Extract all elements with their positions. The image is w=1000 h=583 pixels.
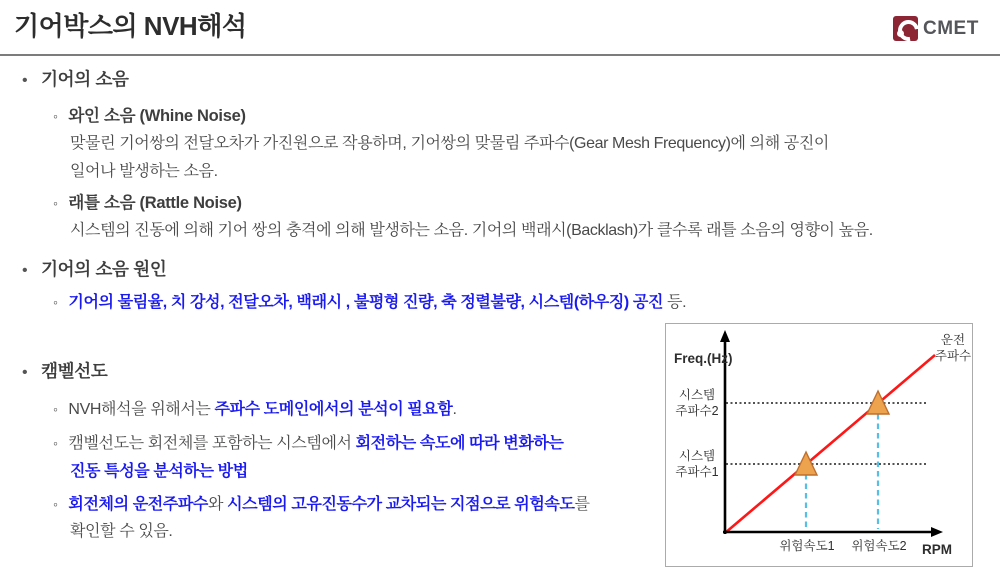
section-campbell-heading — [22, 358, 107, 383]
whine-noise-heading — [53, 102, 246, 126]
item3-mid: 와 — [207, 496, 228, 513]
system-freq2-label-line1: 시스템 — [678, 388, 716, 402]
x-axis-label: RPM — [922, 542, 952, 557]
item1-highlight: 주파수 도메인에서의 분석이 필요함 — [214, 401, 453, 418]
operating-freq-label-line2: 주파수 — [934, 349, 971, 363]
campbell-diagram-svg — [666, 324, 971, 565]
operating-freq-label-line1: 운전 — [940, 333, 966, 347]
bullet-icon: • — [22, 364, 28, 381]
bullet-icon: • — [22, 262, 28, 279]
item2-highlight: 회전하는 속도에 따라 변화하는 — [355, 435, 564, 452]
heading-text: 래틀 소음 (Rattle Noise) — [68, 194, 242, 212]
campbell-item-3-line1 — [53, 491, 590, 514]
whine-noise-desc-line2: 일어나 발생하는 소음. — [70, 163, 218, 180]
item1-pre: NVH해석을 위해서는 — [68, 401, 215, 418]
bullet-icon: ◦ — [53, 294, 58, 310]
logo-text: CMET — [923, 17, 979, 39]
system-freq2-label-line2: 주파수2 — [675, 404, 719, 418]
operating-frequency-line — [725, 355, 935, 533]
causes-tail: 등. — [663, 294, 687, 311]
heading-text: 기어의 소음 — [41, 69, 129, 89]
bullet-icon: ◦ — [53, 496, 58, 512]
logo-dot — [897, 30, 904, 37]
item2-pre: 캠벨선도는 회전체를 포함하는 시스템에서 — [68, 435, 356, 452]
critical-speed2-label: 위험속도2 — [851, 539, 907, 553]
heading-text: 캠벨선도 — [41, 361, 108, 381]
system-freq1-label-line2: 주파수1 — [675, 465, 719, 479]
x-axis-arrow — [931, 527, 943, 537]
item3-highlight1: 회전체의 운전주파수 — [68, 496, 208, 513]
y-axis-arrow — [720, 330, 730, 342]
page-title: 기어박스의 NVH해석 — [14, 11, 247, 41]
bullet-icon: ◦ — [53, 435, 58, 451]
rattle-noise-heading — [53, 189, 242, 213]
rattle-noise-desc: 시스템의 진동에 의해 기어 쌍의 충격에 의해 발생하는 소음. 기어의 백래시(Backlash)가 클수록 래틀 소음의 영향이 높음. — [70, 222, 873, 239]
campbell-item-3-line2: 확인할 수 있음. — [70, 523, 173, 540]
whine-noise-desc-line1: 맞물린 기어쌍의 전달오차가 가진원으로 작용하며, 기어쌍의 맞물림 주파수(Gear Mesh Frequency)에 의해 공진이 — [70, 135, 829, 152]
heading-text: 와인 소음 (Whine Noise) — [68, 107, 246, 125]
section-noise-causes-heading — [22, 256, 166, 281]
bullet-icon: ◦ — [53, 108, 58, 124]
y-axis-label: Freq.(Hz) — [674, 351, 733, 366]
system-freq1-label-line1: 시스템 — [678, 449, 716, 463]
item1-tail: . — [452, 401, 457, 418]
bullet-icon: ◦ — [53, 195, 58, 211]
bullet-icon: ◦ — [53, 401, 58, 417]
critical-speed1-label: 위험속도1 — [779, 539, 835, 553]
campbell-item-2-line1 — [53, 430, 564, 453]
title-divider — [0, 54, 1000, 56]
company-logo — [893, 16, 979, 41]
cmet-logo-icon — [893, 16, 918, 41]
heading-text: 기어의 소음 원인 — [41, 259, 167, 279]
causes-highlight: 기어의 물림율, 치 강성, 전달오차, 백래시 , 불평형 진량, 축 정렬불량, 시스템(하우징) 공진 — [68, 294, 663, 311]
item3-tail: 를 — [574, 496, 590, 513]
campbell-item-2-line2: 진동 특성을 분석하는 방법 — [70, 463, 248, 480]
campbell-diagram — [665, 323, 973, 567]
item3-highlight2: 시스템의 고유진동수가 교차되는 지점으로 위험속도 — [227, 496, 575, 513]
noise-causes-item — [53, 289, 686, 312]
section-gear-noise-heading — [22, 66, 129, 91]
bullet-icon: • — [22, 72, 28, 89]
campbell-item-1 — [53, 396, 457, 419]
